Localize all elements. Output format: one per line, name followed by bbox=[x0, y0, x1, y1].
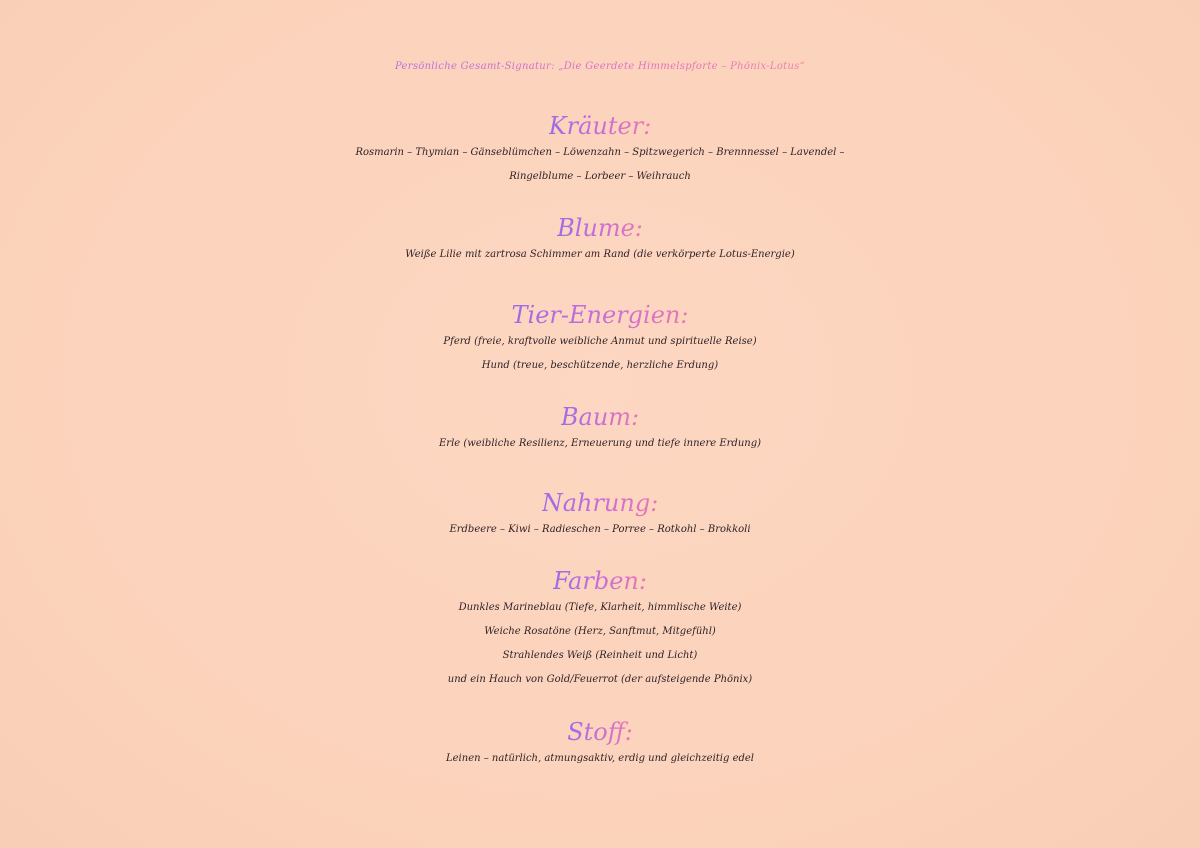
section-line: Erle (weibliche Resilienz, Erneuerung und tiefe innere Erdung) bbox=[438, 438, 762, 449]
section-kraeuter bbox=[0, 111, 1200, 189]
section-heading: Farben: bbox=[553, 567, 647, 595]
section-line: Erdbeere – Kiwi – Radieschen – Porree – Rotkohl – Brokkoli bbox=[449, 524, 751, 535]
section-stoff bbox=[0, 717, 1200, 771]
section-nahrung bbox=[0, 488, 1200, 542]
section-line: Leinen – natürlich, atmungsaktiv, erdig und gleichzeitig edel bbox=[446, 753, 754, 764]
section-heading: Tier-Energien: bbox=[511, 301, 689, 329]
section-line: Hund (treue, beschützende, herzliche Erdung) bbox=[481, 360, 719, 371]
section-line: Dunkles Marineblau (Tiefe, Klarheit, himmlische Weite) bbox=[458, 602, 742, 613]
section-line: Weiche Rosatöne (Herz, Sanftmut, Mitgefühl) bbox=[484, 626, 716, 637]
section-heading: Stoff: bbox=[567, 718, 633, 746]
section-heading: Baum: bbox=[560, 403, 640, 431]
section-line: Weiße Lilie mit zartrosa Schimmer am Rand (die verkörperte Lotus-Energie) bbox=[405, 249, 795, 260]
section-line: Rosmarin – Thymian – Gänseblümchen – Löwenzahn – Spitzwegerich – Brennnessel – Lavendel – bbox=[355, 147, 845, 158]
section-line: Ringelblume – Lorbeer – Weihrauch bbox=[509, 171, 691, 182]
section-line: Pferd (freie, kraftvolle weibliche Anmut und spirituelle Reise) bbox=[443, 336, 757, 347]
section-line: und ein Hauch von Gold/Feuerrot (der aufsteigende Phönix) bbox=[447, 674, 753, 685]
section-baum bbox=[0, 402, 1200, 456]
section-heading: Kräuter: bbox=[548, 112, 652, 140]
section-farben bbox=[0, 566, 1200, 692]
section-line: Strahlendes Weiß (Reinheit und Licht) bbox=[502, 650, 698, 661]
section-heading: Nahrung: bbox=[541, 489, 659, 517]
section-tier-energien bbox=[0, 300, 1200, 378]
section-blume bbox=[0, 213, 1200, 267]
section-heading: Blume: bbox=[557, 214, 643, 242]
page-title: Persönliche Gesamt-Signatur: „Die Geerdete Himmelspforte – Phönix-Lotus“ bbox=[0, 52, 1200, 82]
